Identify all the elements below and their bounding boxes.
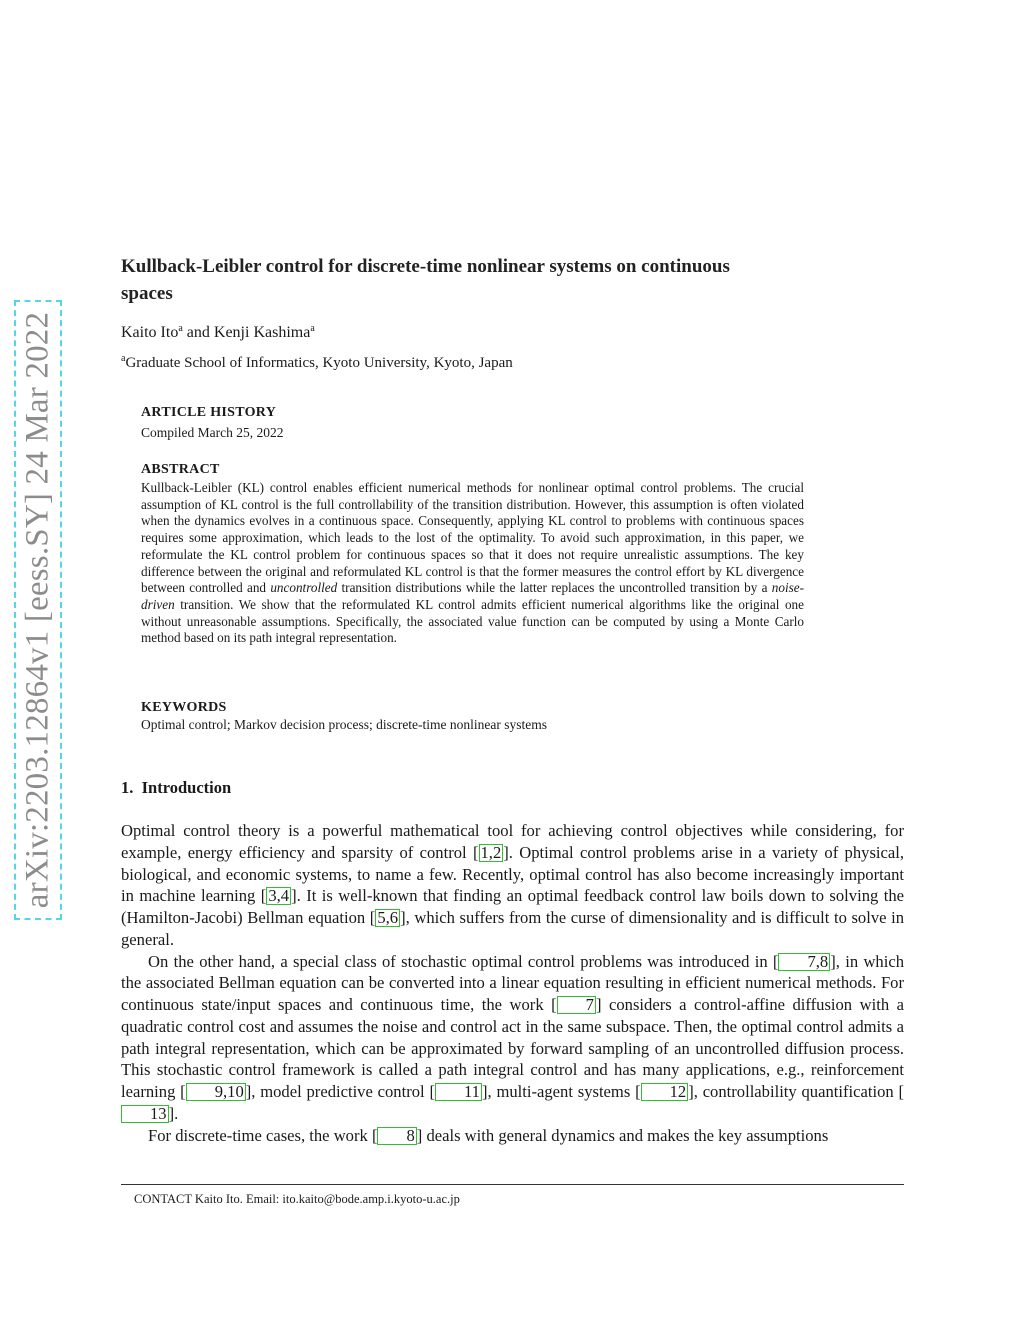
text-run: ], controllability quantification [ — [688, 1082, 904, 1101]
paper-title: Kullback-Leibler control for discrete-time nonlinear systems on continuous spaces — [121, 256, 730, 304]
citation-link[interactable]: 11 — [435, 1083, 482, 1101]
affiliation — [121, 355, 513, 372]
section-title: Introduction — [141, 778, 232, 797]
citation-link[interactable]: 5,6 — [377, 908, 399, 927]
keywords-text: Optimal control; Markov decision process; discrete-time nonlinear systems — [141, 717, 548, 732]
text-run: ] deals with general dynamics and makes the key assumptions — [416, 1125, 829, 1145]
abstract-text: transition. We show that the reformulated KL control admits efficient numerical algorithms like the original one without unreasonable assumptions. Specifically, the associated value function can be computed by using a Monte Carlo method based on its path integral representation. — [141, 596, 804, 646]
citation-link[interactable]: 7 — [557, 996, 596, 1014]
section-heading — [121, 778, 231, 798]
compiled-date: Compiled March 25, 2022 — [141, 425, 284, 440]
affiliation-marker: a — [310, 323, 315, 334]
abstract-heading: ABSTRACT — [141, 462, 220, 477]
abstract-emphasis: noise-driven — [141, 580, 804, 612]
citation-link[interactable]: 13 — [121, 1105, 169, 1123]
text-run: ]. Optimal control problems arise in a variety of physical, biological, and economic systems, to name a few. Recently, optimal control has also become increasingly important in machine learning [ — [121, 842, 905, 906]
abstract-text: Kullback-Leibler (KL) control enables efficient numerical methods for nonlinear optimal control problems. The crucial assumption of KL control is the full controllability of the transition distribution. However, this assumption is often violated when the dynamics evolves in a continuous space. Consequently, applying KL control to problems with continuous spaces requires some approximation, which leads to the lost of the optimality. To avoid such approximation, in this paper, we reformulate the KL control problem for continuous spaces so that it does not require unrealistic assumptions. The key difference between the original and reformulated KL control is that the former measures the control effort by KL divergence between controlled and — [141, 480, 804, 596]
paragraph — [121, 820, 904, 951]
citation-link[interactable]: 1,2 — [480, 842, 502, 862]
citation-link[interactable]: 8 — [377, 1127, 416, 1145]
text-run: ], model predictive control [ — [245, 1082, 435, 1101]
author-list — [121, 324, 315, 342]
affiliation-marker: a — [121, 353, 126, 364]
article-history-heading: ARTICLE HISTORY — [141, 405, 277, 420]
citation-link[interactable]: 7,8 — [778, 953, 830, 971]
text-run: On the other hand, a special class of stochastic optimal control problems was introduced in [ — [148, 951, 779, 971]
text-run: Optimal control theory is a powerful mathematical tool for achieving control objectives while considering, for example, energy efficiency and sparsity of control [ — [121, 821, 904, 862]
arxiv-identifier: arXiv:2203.12864v1 [eess.SY] 24 Mar 2022 — [19, 311, 56, 909]
citation-link[interactable]: 12 — [641, 1083, 689, 1101]
citation-link[interactable]: 3,4 — [268, 886, 290, 906]
text-run: ]. It is well-known that finding an optimal feedback control law boils down to solving the (Hamilton-Jacobi) Bellman equation [ — [121, 886, 905, 927]
keywords-heading: KEYWORDS — [141, 700, 227, 715]
abstract-body — [141, 480, 804, 647]
footnote-divider — [121, 1184, 904, 1185]
text-run: ], which suffers from the curse of dimensionality and is difficult to solve in general. — [121, 908, 904, 949]
text-run: ], in which the associated Bellman equation can be converted into a linear equation resulting in efficient numerical methods. For continuous state/input spaces and continuous time, the work [ — [121, 951, 904, 1014]
affiliation-text: Graduate School of Informatics, Kyoto University, Kyoto, Japan — [125, 355, 513, 371]
text-run: ], multi-agent systems [ — [481, 1082, 641, 1101]
paragraph — [121, 951, 904, 1125]
abstract-emphasis: uncontrolled — [270, 580, 338, 596]
section-number: 1. — [121, 778, 134, 797]
abstract-text: transition distributions while the latter replaces the uncontrolled transition by a — [337, 580, 772, 596]
contact-footnote: CONTACT Kaito Ito. Email: ito.kaito@bode.amp.i.kyoto-u.ac.jp — [134, 1192, 460, 1206]
text-run: ] considers a control-affine diffusion with a quadratic control cost and assumes the noise and control act in the same subspace. Then, the optimal control admits a path integral representation, which can be approximated by forward sampling of an uncontrolled diffusion process. This stochastic control framework is called a path integral control and has many applications, e.g., reinforcement learning [ — [121, 995, 904, 1101]
text-run: ]. — [168, 1103, 179, 1123]
author-conjunction: and — [182, 324, 214, 341]
introduction-body — [121, 820, 904, 1146]
affiliation-marker: a — [178, 323, 183, 334]
paragraph — [121, 1125, 904, 1147]
citation-link[interactable]: 9,10 — [186, 1083, 246, 1101]
author-name: Kenji Kashima — [213, 324, 311, 341]
text-run: For discrete-time cases, the work [ — [148, 1125, 378, 1145]
author-name: Kaito Ito — [121, 324, 179, 341]
arxiv-sidebar-stamp — [14, 300, 62, 920]
